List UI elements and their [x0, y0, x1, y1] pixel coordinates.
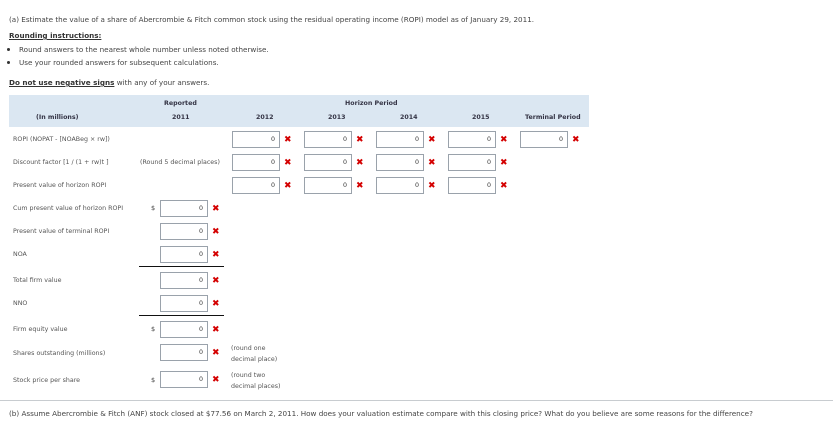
firm-equity-value-input[interactable]: 0	[160, 321, 208, 338]
discount-2015-input[interactable]: 0	[448, 154, 496, 171]
row-label-ropi: ROPI (NOPAT - [NOABeg × rw])	[13, 136, 110, 143]
row-label-pv-horizon-ropi: Present value of horizon ROPI	[13, 182, 107, 189]
row-label-firm-equity-value: Firm equity value	[13, 326, 68, 333]
cum-pv-horizon-input[interactable]: 0	[160, 200, 208, 217]
incorrect-icon: ✖	[212, 204, 220, 214]
rounding-item-2: Use your rounded answers for subsequent calculations.	[19, 58, 219, 67]
incorrect-icon: ✖	[572, 135, 580, 145]
col-header-in-millions: (In millions)	[36, 114, 79, 121]
shares-rounding-note-1: (round one	[231, 345, 266, 352]
col-header-2014: 2014	[400, 114, 418, 121]
discount-2012-input[interactable]: 0	[232, 154, 280, 171]
incorrect-icon: ✖	[212, 375, 220, 385]
col-header-2015: 2015	[472, 114, 490, 121]
currency-symbol: $	[151, 325, 156, 333]
rounding-heading: Rounding instructions:	[9, 31, 102, 40]
ropi-2015-input[interactable]: 0	[448, 131, 496, 148]
col-header-2013: 2013	[328, 114, 346, 121]
row-label-stock-price: Stock price per share	[13, 377, 81, 384]
row-label-pv-terminal: Present value of terminal ROPI	[13, 228, 110, 235]
ropi-2012-input[interactable]: 0	[232, 131, 280, 148]
incorrect-icon: ✖	[212, 348, 220, 358]
incorrect-icon: ✖	[284, 181, 292, 191]
ropi-2013-input[interactable]: 0	[304, 131, 352, 148]
incorrect-icon: ✖	[212, 299, 220, 309]
currency-symbol: $	[151, 204, 156, 212]
question-part-b: (b) Assume Abercrombie & Fitch (ANF) stock closed at $77.56 on March 2, 2011. How does your valuation estimate compare with this closing price? What do you believe are some reasons for the difference?	[9, 409, 753, 418]
incorrect-icon: ✖	[356, 135, 364, 145]
pv-terminal-input[interactable]: 0	[160, 223, 208, 240]
incorrect-icon: ✖	[212, 276, 220, 286]
row-label-total-firm-value: Total firm value	[13, 277, 62, 284]
rounding-item-1: Round answers to the nearest whole number unless noted otherwise.	[19, 45, 269, 54]
negative-sign-emphasis: Do not use negative signs	[9, 78, 115, 87]
bullet-icon	[7, 48, 10, 51]
col-header-terminal-period: Terminal Period	[525, 114, 581, 121]
col-header-horizon-period: Horizon Period	[345, 100, 398, 107]
col-header-reported: Reported	[164, 100, 197, 107]
total-firm-value-input[interactable]: 0	[160, 272, 208, 289]
incorrect-icon: ✖	[212, 227, 220, 237]
total-rule	[139, 315, 224, 316]
pv-horizon-2015-input[interactable]: 0	[448, 177, 496, 194]
row-label-cum-pv-horizon: Cum present value of horizon ROPI	[13, 205, 124, 212]
nno-input[interactable]: 0	[160, 295, 208, 312]
section-divider	[0, 400, 833, 401]
table-header-band	[9, 95, 589, 127]
incorrect-icon: ✖	[428, 135, 436, 145]
currency-symbol: $	[151, 376, 156, 384]
total-rule	[139, 266, 224, 267]
incorrect-icon: ✖	[356, 158, 364, 168]
incorrect-icon: ✖	[284, 158, 292, 168]
col-header-2011: 2011	[172, 114, 190, 121]
stock-price-input[interactable]: 0	[160, 371, 208, 388]
incorrect-icon: ✖	[428, 181, 436, 191]
discount-2014-input[interactable]: 0	[376, 154, 424, 171]
negative-sign-instruction	[9, 78, 209, 87]
pv-horizon-2013-input[interactable]: 0	[304, 177, 352, 194]
negative-sign-rest: with any of your answers.	[114, 78, 210, 87]
shares-outstanding-input[interactable]: 0	[160, 344, 208, 361]
question-part-a: (a) Estimate the value of a share of Abercrombie & Fitch common stock using the residual operating income (ROPI) model as of January 29, 2011.	[9, 15, 535, 24]
row-label-shares-outstanding: Shares outstanding (millions)	[13, 350, 106, 357]
incorrect-icon: ✖	[212, 325, 220, 335]
pv-horizon-2014-input[interactable]: 0	[376, 177, 424, 194]
incorrect-icon: ✖	[500, 158, 508, 168]
col-header-2012: 2012	[256, 114, 274, 121]
ropi-2014-input[interactable]: 0	[376, 131, 424, 148]
row-label-nno: NNO	[13, 300, 28, 307]
shares-rounding-note-2: decimal place)	[231, 356, 278, 363]
price-rounding-note-1: (round two	[231, 372, 266, 379]
price-rounding-note-2: decimal places)	[231, 383, 281, 390]
incorrect-icon: ✖	[428, 158, 436, 168]
row-label-noa: NOA	[13, 251, 27, 258]
incorrect-icon: ✖	[212, 250, 220, 260]
bullet-icon	[7, 61, 10, 64]
incorrect-icon: ✖	[284, 135, 292, 145]
pv-horizon-2012-input[interactable]: 0	[232, 177, 280, 194]
incorrect-icon: ✖	[500, 135, 508, 145]
ropi-terminal-input[interactable]: 0	[520, 131, 568, 148]
discount-rounding-note: (Round 5 decimal places)	[140, 159, 220, 166]
discount-2013-input[interactable]: 0	[304, 154, 352, 171]
row-label-discount-factor: Discount factor [1 / (1 + rw)t ]	[13, 159, 109, 166]
incorrect-icon: ✖	[356, 181, 364, 191]
incorrect-icon: ✖	[500, 181, 508, 191]
noa-input[interactable]: 0	[160, 246, 208, 263]
